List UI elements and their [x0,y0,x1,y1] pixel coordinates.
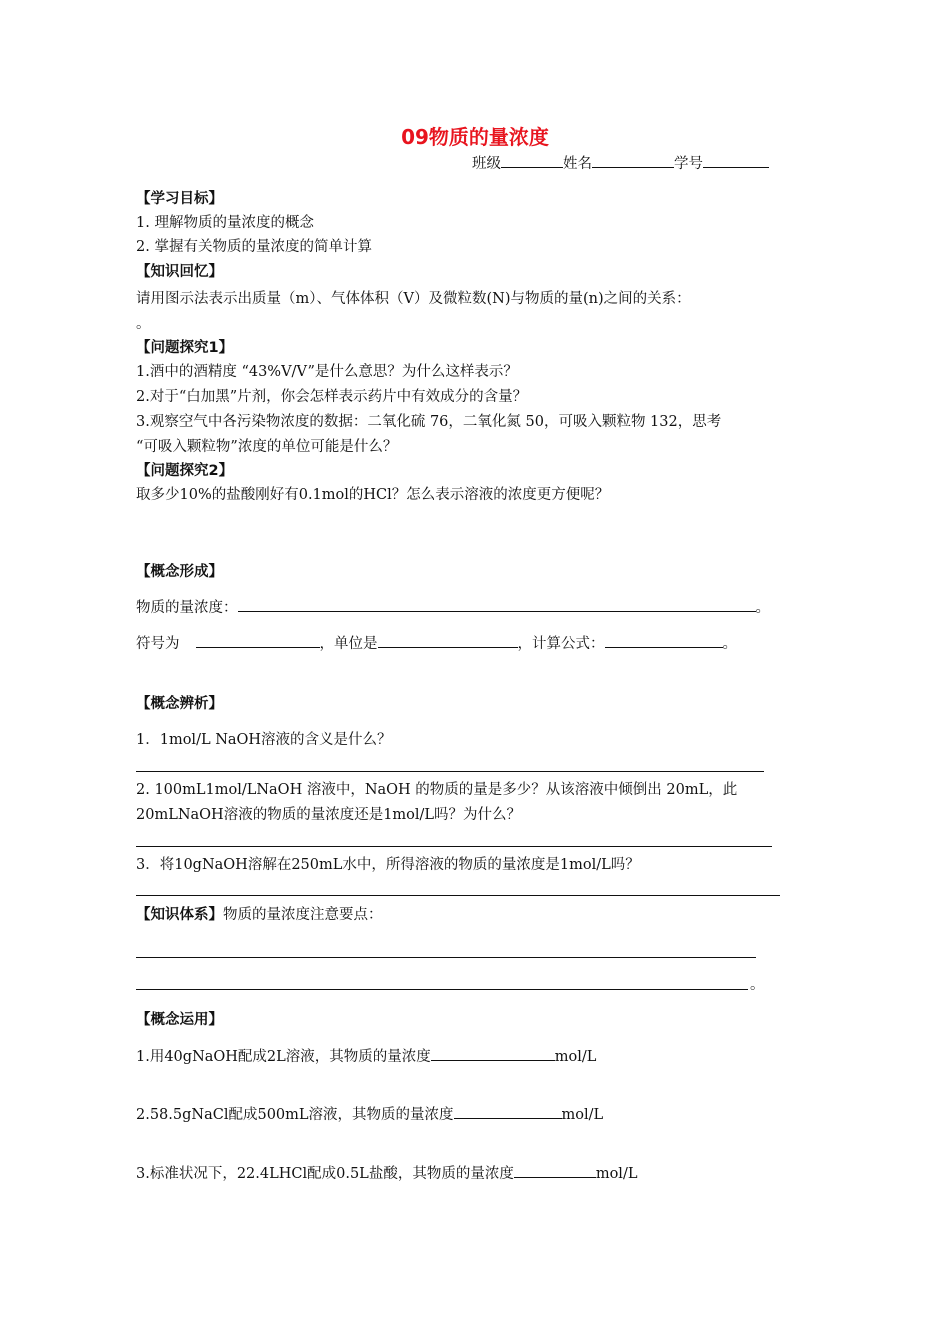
answer-line-3[interactable] [136,895,780,896]
concept-symbol-row [136,633,737,654]
system-row [136,905,383,925]
system-heading: 【知识体系】 [136,907,223,923]
application-q1-text: 1.用40gNaOH配成2L溶液，其物质的量浓度 [136,1049,431,1065]
application-q3 [136,1163,637,1184]
explore1-q2: 2.对于“白加黑”片剂，你会怎样表示药片中有效成分的含量？ [136,389,528,405]
symbol-field[interactable] [196,633,320,648]
explore2-q1: 取多少10%的盐酸刚好有0.1mol的HCl？怎么表示溶液的浓度更方便呢？ [136,487,610,503]
application-q2 [136,1104,603,1125]
application-q1 [136,1046,596,1067]
explore2-heading: 【问题探究2】 [136,463,234,479]
unit-label: ，单位是 [319,636,378,652]
symbol-label: 符号为 [136,636,180,652]
formula-field[interactable] [605,633,723,648]
application-q2-field[interactable] [454,1104,562,1119]
goal-item-2: 2. 掌握有关物质的量浓度的简单计算 [136,239,372,255]
goal-item-1: 1. 理解物质的量浓度的概念 [136,215,314,231]
application-q3-text: 3.标准状况下，22.4LHCl配成0.5L盐酸，其物质的量浓度 [136,1166,514,1182]
concept-definition-row [136,597,770,618]
explore1-q1: 1.酒中的酒精度 “43%V/V”是什么意思？为什么这样表示？ [136,364,518,380]
answer-line-2[interactable] [136,846,772,847]
analysis-q1: 1．1mol/L NaOH溶液的含义是什么？ [136,732,392,748]
application-q1-field[interactable] [431,1046,555,1061]
analysis-q2-line1: 2. 100mL1mol/LNaOH 溶液中，NaOH 的物质的量是多少？从该溶液中倾倒出 20mL，此 [136,782,738,798]
application-q3-field[interactable] [514,1163,596,1178]
class-field[interactable] [501,153,563,168]
class-label: 班级 [472,156,501,172]
name-field[interactable] [592,153,674,168]
analysis-q3: 3．将10gNaOH溶解在250mL水中，所得溶液的物质的量浓度是1mol/L吗？ [136,857,640,873]
id-field[interactable] [703,153,769,168]
id-label: 学号 [674,156,703,172]
system-end: 。 [750,977,765,993]
analysis-q2-line2: 20mLNaOH溶液的物质的量浓度还是1mol/L吗？为什么？ [136,807,522,823]
goals-heading: 【学习目标】 [136,191,223,207]
answer-line-4[interactable] [136,957,756,958]
explore1-q3-line1: 3.观察空气中各污染物浓度的数据：二氧化硫 76，二氧化氮 50，可吸入颗粒物 132，思考 [136,414,722,430]
explore1-heading: 【问题探究1】 [136,340,234,356]
application-q2-unit: mol/L [561,1107,604,1123]
definition-end: 。 [755,600,770,616]
review-end: 。 [136,316,151,332]
formula-end: 。 [722,636,737,652]
application-q2-text: 2.58.5gNaCl配成500mL溶液，其物质的量浓度 [136,1107,454,1123]
student-info-row [472,153,769,174]
application-heading: 【概念运用】 [136,1012,223,1028]
analysis-heading: 【概念辨析】 [136,696,223,712]
page-title: 09物质的量浓度 [401,125,549,149]
answer-line-5[interactable] [136,989,748,990]
formula-label: ，计算公式： [517,636,605,652]
review-heading: 【知识回忆】 [136,264,223,280]
explore1-q3-line2: “可吸入颗粒物”浓度的单位可能是什么？ [136,439,398,455]
application-q1-unit: mol/L [554,1049,597,1065]
definition-field[interactable] [238,597,756,612]
answer-line-1[interactable] [136,771,764,772]
review-text: 请用图示法表示出质量（m）、气体体积（V）及微粒数(N)与物质的量(n)之间的关系： [136,291,691,307]
application-q3-unit: mol/L [595,1166,638,1182]
name-label: 姓名 [563,156,592,172]
unit-field[interactable] [378,633,518,648]
definition-label: 物质的量浓度： [136,600,238,616]
system-text: 物质的量浓度注意要点： [223,907,383,923]
concept-heading: 【概念形成】 [136,564,223,580]
